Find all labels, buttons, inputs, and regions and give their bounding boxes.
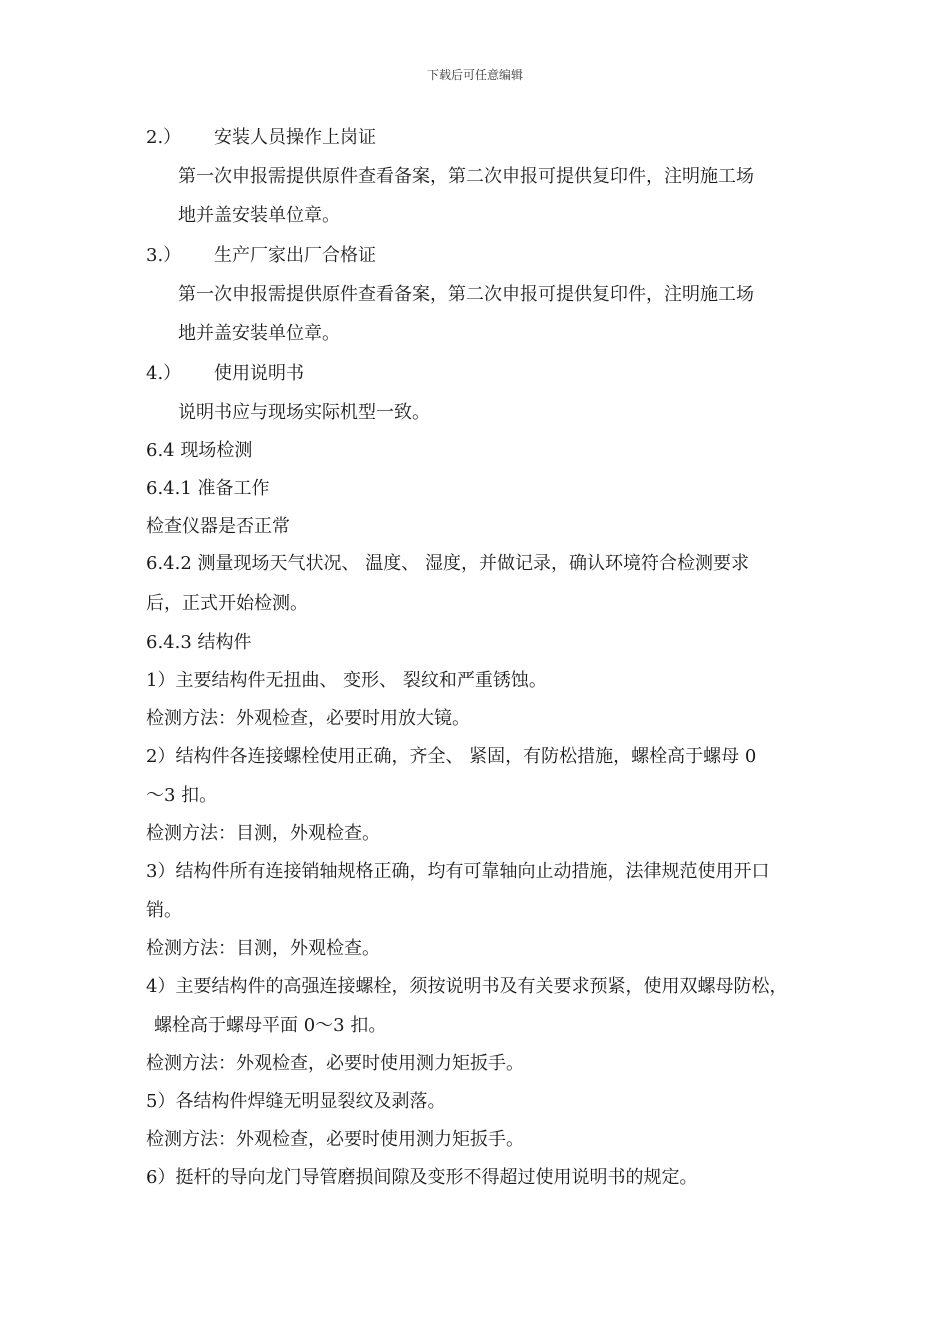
paragraph-line: 检测方法：外观检查，必要时使用测力矩扳手。 xyxy=(146,1129,524,1150)
paragraph-line: 检查仪器是否正常 xyxy=(146,516,290,537)
section-heading: 6.4 现场检测 xyxy=(146,440,253,461)
paragraph-line: 6.4.2 测量现场天气状况、 温度、 湿度，并做记录，确认环境符合检测要求 xyxy=(146,553,749,574)
paragraph-line: 2）结构件各连接螺栓使用正确，齐全、 紧固，有防松措施，螺栓高于螺母 0 xyxy=(146,746,757,767)
paragraph-line: 1）主要结构件无扭曲、 变形、 裂纹和严重锈蚀。 xyxy=(146,670,547,691)
item-4 xyxy=(146,362,304,386)
paragraph-line: 4）主要结构件的高强连接螺栓，须按说明书及有关要求预紧，使用双螺母防松， xyxy=(146,976,788,997)
paragraph-line: 销。 xyxy=(146,900,182,921)
paragraph-line: 第一次申报需提供原件查看备案，第二次申报可提供复印件，注明施工场 xyxy=(178,166,754,187)
paragraph-line: ～3 扣。 xyxy=(146,785,218,806)
section-heading: 6.4.3 结构件 xyxy=(146,632,252,653)
item-number: 4.） xyxy=(146,363,182,384)
item-title: 生产厂家出厂合格证 xyxy=(214,245,376,266)
page-header: 下载后可任意编辑 xyxy=(426,68,523,82)
section-heading: 6.4.1 准备工作 xyxy=(146,478,270,499)
paragraph-line: 6）挺杆的导向龙门导管磨损间隙及变形不得超过使用说明书的规定。 xyxy=(146,1167,698,1188)
paragraph-line: 第一次申报需提供原件查看备案，第二次申报可提供复印件，注明施工场 xyxy=(178,284,754,305)
paragraph-line: 检测方法：外观检查，必要时用放大镜。 xyxy=(146,708,470,729)
item-2 xyxy=(146,126,376,150)
paragraph-line: 说明书应与现场实际机型一致。 xyxy=(178,402,430,423)
paragraph-line: 检测方法：外观检查，必要时使用测力矩扳手。 xyxy=(146,1053,524,1074)
item-title: 安装人员操作上岗证 xyxy=(214,127,376,148)
paragraph-line: 地并盖安装单位章。 xyxy=(178,323,340,344)
paragraph-line: 检测方法：目测，外观检查。 xyxy=(146,938,380,959)
paragraph-line: 后，正式开始检测。 xyxy=(146,593,308,614)
paragraph-line: 3）结构件所有连接销轴规格正确，均有可靠轴向止动措施，法律规范使用开口 xyxy=(146,861,770,882)
paragraph-line: 螺栓高于螺母平面 0～3 扣。 xyxy=(154,1015,387,1036)
item-3 xyxy=(146,244,376,268)
paragraph-line: 检测方法：目测，外观检查。 xyxy=(146,823,380,844)
paragraph-line: 地并盖安装单位章。 xyxy=(178,205,340,226)
item-number: 3.） xyxy=(146,245,182,266)
item-number: 2.） xyxy=(146,127,182,148)
paragraph-line: 5）各结构件焊缝无明显裂纹及剥落。 xyxy=(146,1091,446,1112)
item-title: 使用说明书 xyxy=(214,363,304,384)
